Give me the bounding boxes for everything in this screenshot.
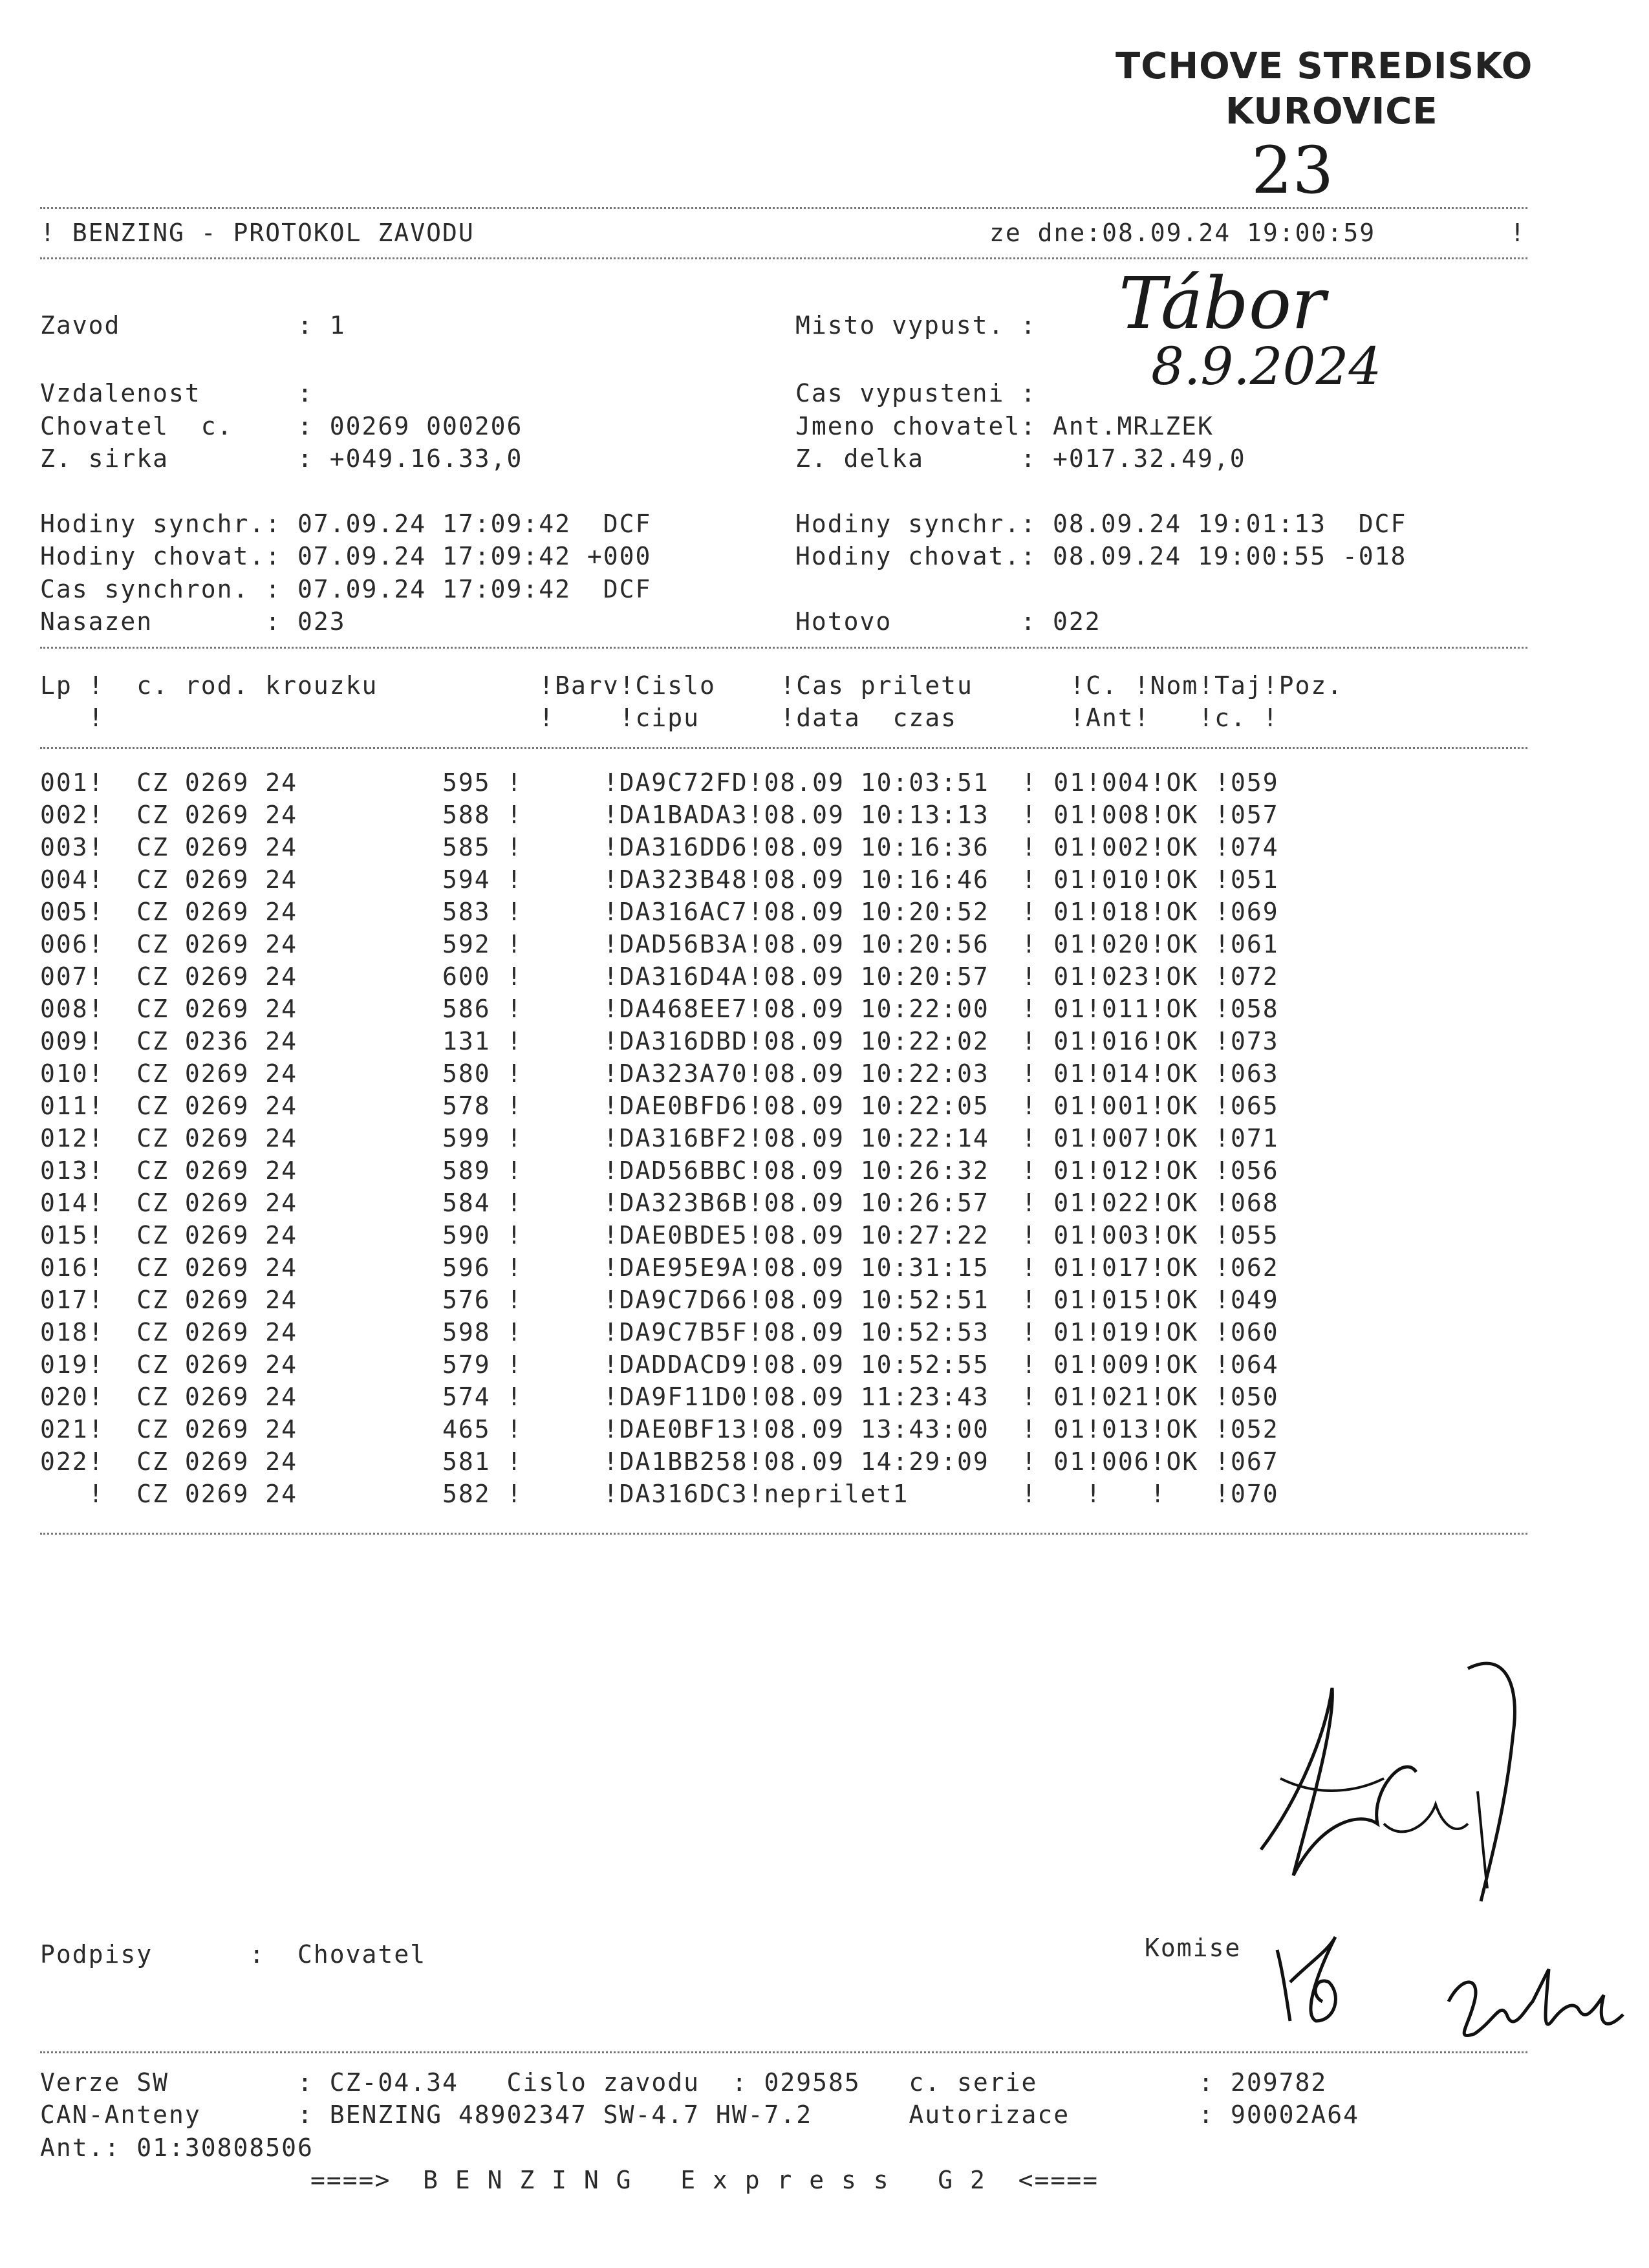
hotovo: Hotovo : 022 — [795, 607, 1101, 636]
footer-verze: Verze SW : CZ-04.34 Cislo zavodu : 029585 c. serie : 209782 — [40, 2068, 1328, 2097]
cas-synchron: Cas synchron. : 07.09.24 17:09:42 DCF — [40, 575, 652, 603]
zemepisna-sirka: Z. sirka : +049.16.33,0 — [40, 444, 523, 473]
table-row: 022! CZ 0269 24 581 ! !DA1BB258!08.09 14:29:09 ! 01!006!OK !067 — [40, 1447, 1279, 1476]
table-row: 013! CZ 0269 24 589 ! !DAD56BBC!08.09 10:26:32 ! 01!012!OK !056 — [40, 1156, 1279, 1185]
nasazen: Nasazen : 023 — [40, 607, 346, 636]
protocol-date: ze dne:08.09.24 19:00:59 — [989, 219, 1376, 247]
jmeno-chovatel: Jmeno chovatel: Ant.MR⊥ZEK — [795, 412, 1214, 440]
chovatel-cislo: Chovatel c. : 00269 000206 — [40, 412, 523, 440]
table-row: 001! CZ 0269 24 595 ! !DA9C72FD!08.09 10:03:51 ! 01!004!OK !059 — [40, 768, 1279, 797]
table-row: 011! CZ 0269 24 578 ! !DAE0BFD6!08.09 10:22:05 ! 01!001!OK !065 — [40, 1092, 1279, 1120]
hodiny-synchr-right: Hodiny synchr.: 08.09.24 19:01:13 DCF — [795, 510, 1407, 538]
table-row: 020! CZ 0269 24 574 ! !DA9F11D0!08.09 11:23:43 ! 01!021!OK !050 — [40, 1383, 1279, 1411]
stamp-number: 23 — [1251, 133, 1334, 208]
table-row: 015! CZ 0269 24 590 ! !DAE0BDE5!08.09 10:27:22 ! 01!003!OK !055 — [40, 1221, 1279, 1249]
table-row: 016! CZ 0269 24 596 ! !DAE95E9A!08.09 10:31:15 ! 01!017!OK !062 — [40, 1253, 1279, 1282]
zavod: Zavod : 1 — [40, 311, 346, 340]
table-row: 002! CZ 0269 24 588 ! !DA1BADA3!08.09 10:13:13 ! 01!008!OK !057 — [40, 801, 1279, 829]
handwritten-date: 8.9.2024 — [1151, 336, 1382, 396]
signature-komise-1 — [1264, 1924, 1368, 2034]
table-header-row1: Lp ! c. rod. krouzku !Barv!Cislo !Cas priletu !C. !Nom!Taj!Poz. — [40, 671, 1344, 700]
hodiny-chovat-left: Hodiny chovat.: 07.09.24 17:09:42 +000 — [40, 542, 652, 570]
misto-vypust: Misto vypust. : — [795, 311, 1037, 340]
stamp-line1: TCHOVE STREDISKO — [1116, 45, 1533, 87]
divider-info — [40, 647, 1527, 649]
hodiny-chovat-right: Hodiny chovat.: 08.09.24 19:00:55 -018 — [795, 542, 1407, 570]
hodiny-synchr-left: Hodiny synchr.: 07.09.24 17:09:42 DCF — [40, 510, 652, 538]
table-row: 014! CZ 0269 24 584 ! !DA323B6B!08.09 10:26:57 ! 01!022!OK !068 — [40, 1189, 1279, 1217]
table-row: 021! CZ 0269 24 465 ! !DAE0BF13!08.09 13:43:00 ! 01!013!OK !052 — [40, 1415, 1279, 1443]
protocol-title: ! BENZING - PROTOKOL ZAVODU — [40, 219, 475, 247]
divider-table-header — [40, 747, 1527, 749]
footer-ant: Ant.: 01:30808506 — [40, 2133, 314, 2162]
header-end: ! — [1510, 219, 1526, 247]
table-row: 008! CZ 0269 24 586 ! !DA468EE7!08.09 10:22:00 ! 01!011!OK !058 — [40, 995, 1279, 1023]
table-row: ! CZ 0269 24 582 ! !DA316DC3!neprilet1 ! ! ! !070 — [40, 1480, 1279, 1508]
footer-benzing-express: ====> B E N Z I N G E x p r e s s G 2 <==== — [310, 2166, 1099, 2194]
divider-header — [40, 257, 1527, 259]
table-row: 012! CZ 0269 24 599 ! !DA316BF2!08.09 10:22:14 ! 01!007!OK !071 — [40, 1124, 1279, 1152]
table-row: 018! CZ 0269 24 598 ! !DA9C7B5F!08.09 10:52:53 ! 01!019!OK !060 — [40, 1318, 1279, 1346]
komise-label: Komise — [1145, 1934, 1242, 1962]
zemepisna-delka: Z. delka : +017.32.49,0 — [795, 444, 1246, 473]
vzdalenost: Vzdalenost : — [40, 379, 314, 407]
divider-table-end — [40, 1533, 1527, 1535]
table-header-row2: ! ! !cipu !data czas !Ant! !c. ! — [40, 704, 1279, 732]
table-row: 005! CZ 0269 24 583 ! !DA316AC7!08.09 10:20:52 ! 01!018!OK !069 — [40, 898, 1279, 926]
signature-chovatel — [1222, 1630, 1546, 1940]
handwritten-place: Tábor — [1119, 262, 1326, 345]
footer-can-anteny: CAN-Anteny : BENZING 48902347 SW-4.7 HW-7.2 Autorizace : 90002A64 — [40, 2101, 1359, 2129]
stamp-line2: KUROVICE — [1225, 91, 1438, 133]
table-row: 007! CZ 0269 24 600 ! !DA316D4A!08.09 10:20:57 ! 01!023!OK !072 — [40, 962, 1279, 991]
table-row: 006! CZ 0269 24 592 ! !DAD56B3A!08.09 10:20:56 ! 01!020!OK !061 — [40, 930, 1279, 958]
cas-vypusteni: Cas vypusteni : — [795, 379, 1037, 407]
table-row: 004! CZ 0269 24 594 ! !DA323B48!08.09 10:16:46 ! 01!010!OK !051 — [40, 865, 1279, 894]
divider-top — [40, 207, 1527, 209]
divider-footer — [40, 2051, 1527, 2053]
signature-komise-2 — [1436, 1950, 1630, 2060]
podpisy-label: Podpisy : Chovatel — [40, 1940, 427, 1969]
table-row: 019! CZ 0269 24 579 ! !DADDACD9!08.09 10:52:55 ! 01!009!OK !064 — [40, 1350, 1279, 1379]
table-row: 003! CZ 0269 24 585 ! !DA316DD6!08.09 10:16:36 ! 01!002!OK !074 — [40, 833, 1279, 861]
table-row: 017! CZ 0269 24 576 ! !DA9C7D66!08.09 10:52:51 ! 01!015!OK !049 — [40, 1286, 1279, 1314]
table-row: 009! CZ 0236 24 131 ! !DA316DBD!08.09 10:22:02 ! 01!016!OK !073 — [40, 1027, 1279, 1055]
table-row: 010! CZ 0269 24 580 ! !DA323A70!08.09 10:22:03 ! 01!014!OK !063 — [40, 1059, 1279, 1088]
